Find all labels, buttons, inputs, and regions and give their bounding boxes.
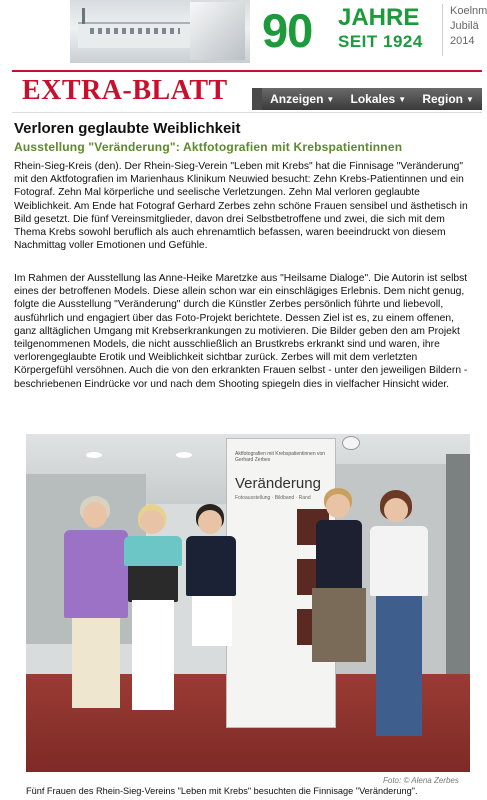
- article-subheadline: Ausstellung "Veränderung": Aktfotografien mit Krebspatientinnen: [14, 140, 403, 154]
- site-logo[interactable]: EXTRA-BLATT: [22, 75, 228, 106]
- nav-anzeigen[interactable]: [270, 92, 334, 106]
- article-headline: Verloren geglaubte Weiblichkeit: [14, 120, 241, 137]
- main-nav: [262, 88, 482, 110]
- banner-building-photo: [70, 0, 250, 63]
- banner-number: 90: [262, 4, 313, 57]
- chevron-down-icon: ▼: [326, 94, 335, 104]
- anniversary-banner[interactable]: [70, 0, 487, 63]
- banner-jahre: JAHRE: [338, 4, 420, 31]
- article-paragraph: Rhein-Sieg-Kreis (den). Der Rhein-Sieg-Verein "Leben mit Krebs" hat die Finnisage "Veränderung" mit den Aktfotografien im Marienhaus Klinikum Neuwied besucht: Zehn Krebs-Patientinnen und ein Fotograf. Zehn Mal körperliche und seelische Verletzungen. Zehn Mal verloren geglaubte Weiblichkeit. Am Ende hat Fotograf Gerhard Zerbes zehn schöne Frauen sensibel und ästhetisch in Bild gesetzt. Die fünf Vereinsmitglieder, davon drei Selbstbetroffene und zwei, die sich mit dem Thema Krebs sowohl beruflich als auch ehrenamtlich befassen, waren beeindruckt von diesem Nachmittag voller Emotionen und Gefühle.: [14, 161, 468, 252]
- photo-caption: Fünf Frauen des Rhein-Sieg-Vereins "Leben mit Krebs" besuchten die Finnisage "Veränderung".: [26, 786, 418, 796]
- nav-item-label: Anzeigen: [270, 92, 324, 106]
- banner-side-line: Jubilä: [450, 20, 479, 32]
- banner-side-line: Koelnm: [450, 5, 487, 17]
- rollup-header: Aktfotografien mit Krebspatientinnen von Gerhard Zerbes: [235, 451, 326, 463]
- nav-item-label: Lokales: [350, 92, 396, 106]
- banner-divider: [442, 4, 443, 56]
- article-paragraph: Im Rahmen der Ausstellung las Anne-Heike Maretzke aus "Heilsame Dialoge". Die Autorin ist selbst eines der betroffenen Models. Diese allein schon war ein einschlägiges Erlebnis. Dem nicht genug, folgte die Ausstellung "Veränderung" durch die Künstler Zerbes persönlich führte und liebevoll, ausführlich und engagiert über das Foto-Projekt berichtete. Dessen Ziel ist es, zu einem offenen, ganz alltäglichen Umgang mit Krebserkrankungen zu motivieren. Die Bilder geben den am Projekt teilgenommenen Models, die nicht ausschließlich an Brustkrebs erkrankt sind und waren, ihre verlorengeglaubte Erotik und Weiblichkeit sichtbar zurück. Zerbes will mit dem verletzten Körpergefühl versöhnen. Auch die von den erkrankten Frauen selbst - unter den jeweiligen Bildern - beschriebenen Eindrücke vor und nach dem Shooting spiegeln dies in vielfacher Hinsicht wider.: [14, 273, 468, 390]
- nav-lokales[interactable]: [351, 92, 407, 106]
- chevron-down-icon: ▼: [465, 94, 474, 104]
- banner-side-text: [450, 4, 487, 49]
- chevron-down-icon: ▼: [398, 94, 407, 104]
- wall-clock: [342, 436, 360, 450]
- rollup-title: Veränderung: [235, 475, 321, 492]
- nav-bar-edge: [252, 88, 262, 110]
- nav-item-label: Region: [422, 92, 463, 106]
- content-divider: [12, 112, 482, 113]
- banner-seit: SEIT 1924: [338, 32, 423, 51]
- nav-region[interactable]: [422, 92, 474, 106]
- article-photo: [26, 434, 470, 772]
- photo-credit: Foto: © Alena Zerbes: [383, 776, 459, 785]
- masthead: [12, 70, 482, 110]
- banner-side-line: 2014: [450, 35, 475, 47]
- rollup-subtitle: Fotoausstellung · Bildband · Rand: [235, 495, 311, 501]
